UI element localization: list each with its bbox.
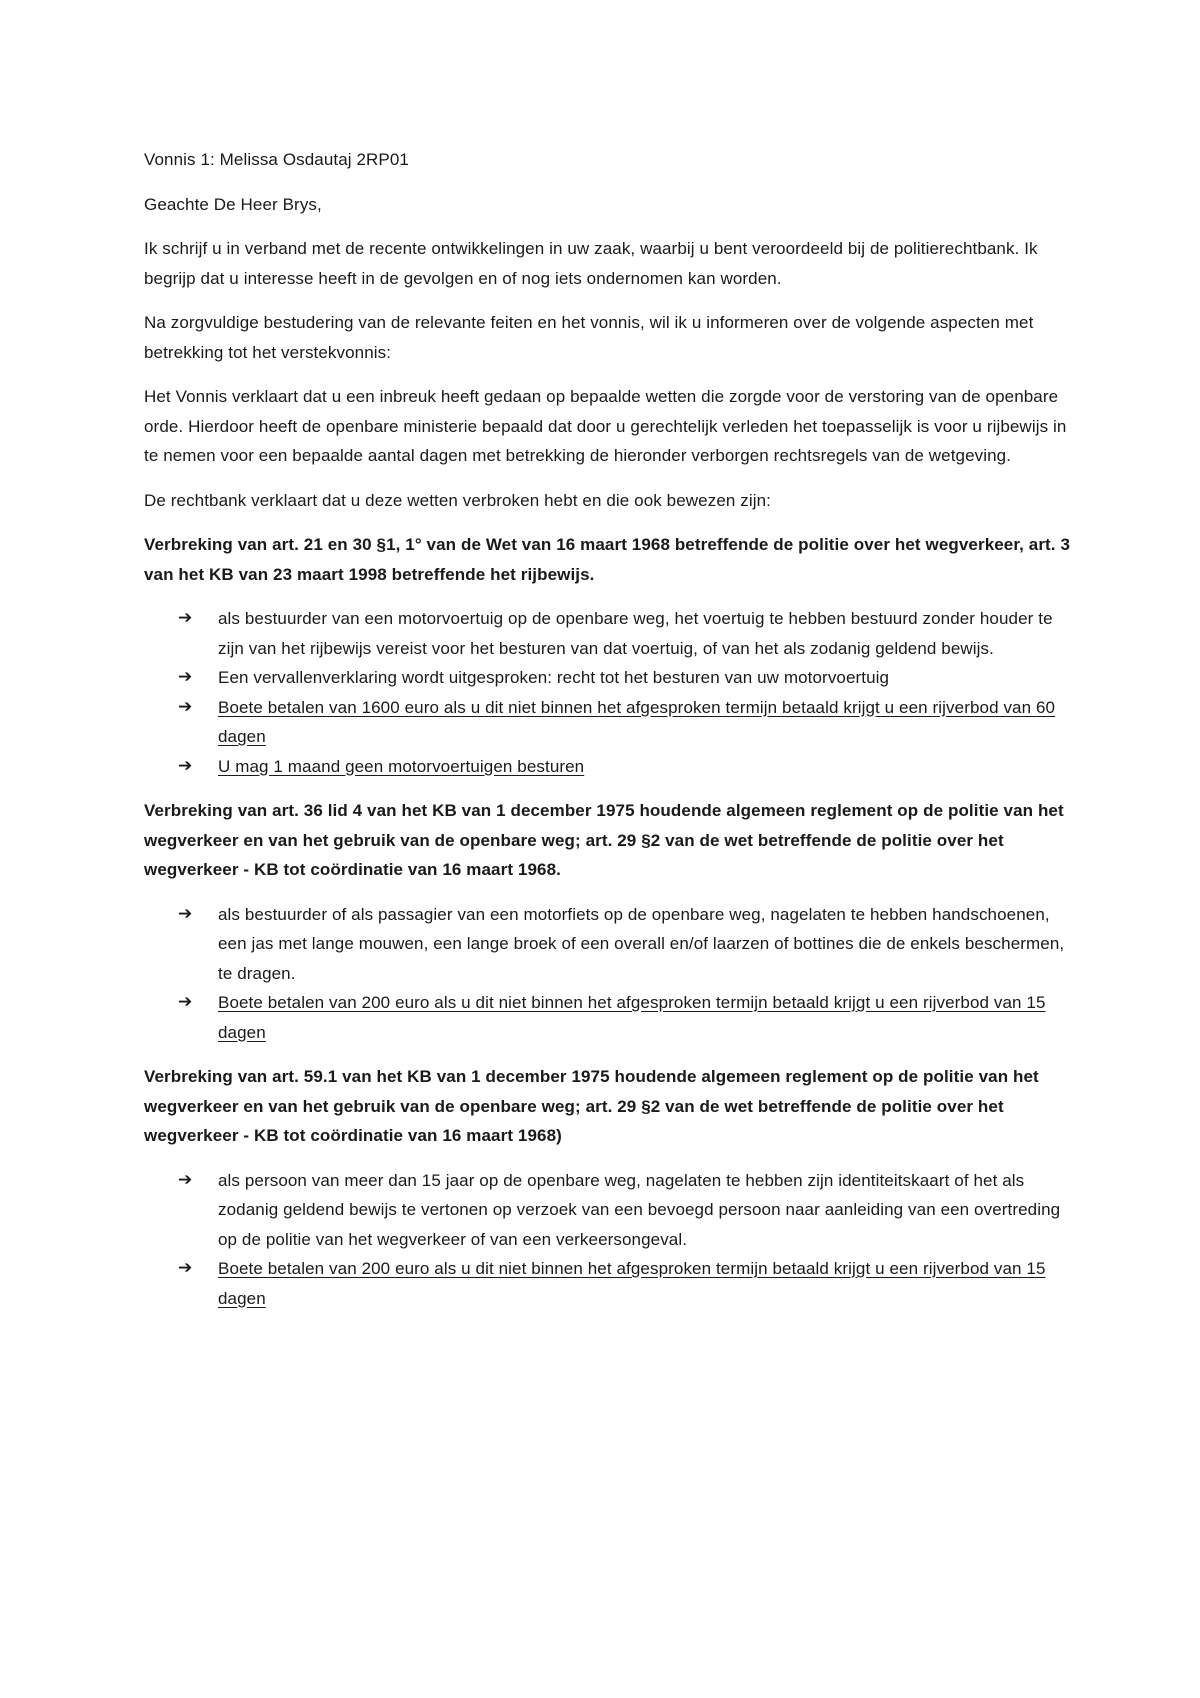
violation-list-item <box>144 663 1074 693</box>
right-arrow-icon: ➔ <box>178 755 193 776</box>
violation-list <box>144 604 1074 781</box>
violation-list <box>144 1166 1074 1314</box>
violation-list-item <box>144 752 1074 782</box>
right-arrow-icon: ➔ <box>178 696 193 717</box>
right-arrow-icon: ➔ <box>178 903 193 924</box>
document-title: Vonnis 1: Melissa Osdautaj 2RP01 <box>144 150 409 169</box>
right-arrow-icon: ➔ <box>178 992 193 1012</box>
paragraph-verdict: Het Vonnis verklaart dat u een inbreuk heeft gedaan op bepaalde wetten die zorgde voor de verstoring van de openbare orde. Hierdoor heeft de openbare ministerie bepaald dat door u gerechtelijk verleden het toepasselijk is voor u rijbewijs in te nemen voor een bepaalde aantal dagen met betrekking de hieronder verborgen rechtsregels van de wetgeving. <box>144 387 1067 465</box>
violation-heading: Verbreking van art. 36 lid 4 van het KB van 1 december 1975 houdende algemeen reglement op de politie van het wegverkeer en van het gebruik van de openbare weg; art. 29 §2 van de wet betreffende de politie over het wegverkeer - KB tot coördinatie van 16 maart 1968. <box>144 801 1064 879</box>
paragraph-study: Na zorgvuldige bestudering van de relevante feiten en het vonnis, wil ik u informeren over de volgende aspecten met betrekking tot het verstekvonnis: <box>144 313 1034 362</box>
right-arrow-icon: ➔ <box>178 667 193 687</box>
violation-list-item <box>144 988 1074 1047</box>
paragraph-court: De rechtbank verklaart dat u deze wetten verbroken hebt en die ook bewezen zijn: <box>144 490 771 510</box>
violation-text: Een vervallenverklaring wordt uitgesproken: recht tot het besturen van uw motorvoertuig <box>218 668 890 687</box>
violations-container <box>144 530 1074 1313</box>
violation-heading: Verbreking van art. 59.1 van het KB van 1 december 1975 houdende algemeen reglement op de politie van het wegverkeer en van het gebruik van de openbare weg; art. 29 §2 van de wet betreffende de politie over het wegverkeer - KB tot coördinatie van 16 maart 1968) <box>144 1067 1039 1145</box>
violation-heading: Verbreking van art. 21 en 30 §1, 1° van de Wet van 16 maart 1968 betreffende de politie over het wegverkeer, art. 3 van het KB van 23 maart 1998 betreffende het rijbewijs. <box>144 535 1071 584</box>
violation-list-item <box>144 693 1074 752</box>
violation-list <box>144 900 1074 1048</box>
violation-text: als persoon van meer dan 15 jaar op de openbare weg, nagelaten te hebben zijn identiteitskaart of het als zodanig geldend bewijs te vertonen op verzoek van een bevoegd persoon naar aanleiding van een overtreding op de politie van het wegverkeer of van een verkeersongeval. <box>218 1170 1061 1249</box>
violation-list-item <box>144 1254 1074 1313</box>
penalty-text: U mag 1 maand geen motorvoertuigen besturen <box>218 756 585 776</box>
penalty-text: Boete betalen van 200 euro als u dit niet binnen het afgesproken termijn betaald krijgt u een rijverbod van 15 dagen <box>218 1259 1046 1308</box>
right-arrow-icon: ➔ <box>178 1169 193 1190</box>
violation-list-item <box>144 604 1074 663</box>
right-arrow-icon: ➔ <box>178 1258 193 1278</box>
right-arrow-icon: ➔ <box>178 608 193 628</box>
violation-text: als bestuurder van een motorvoertuig op de openbare weg, het voertuig te hebben bestuurd zonder houder te zijn van het rijbewijs vereist voor het besturen van dat voertuig, of van het als zodanig geldend bewijs. <box>218 609 1053 658</box>
salutation: Geachte De Heer Brys, <box>144 194 322 214</box>
violation-list-item <box>144 1166 1074 1255</box>
paragraph-intro: Ik schrijf u in verband met de recente ontwikkelingen in uw zaak, waarbij u bent veroordeeld bij de politierechtbank. Ik begrijp dat u interesse heeft in de gevolgen en of nog iets ondernomen kan worden. <box>144 239 1038 288</box>
violation-list-item <box>144 900 1074 989</box>
violation-text: als bestuurder of als passagier van een motorfiets op de openbare weg, nagelaten te hebben handschoenen, een jas met lange mouwen, een lange broek of een overall en/of laarzen of bottines die de enkels beschermen, te dragen. <box>218 904 1065 983</box>
penalty-text: Boete betalen van 200 euro als u dit niet binnen het afgesproken termijn betaald krijgt u een rijverbod van 15 dagen <box>218 993 1046 1042</box>
document-body <box>144 145 1074 1328</box>
penalty-text: Boete betalen van 1600 euro als u dit niet binnen het afgesproken termijn betaald krijgt u een rijverbod van 60 dagen <box>218 697 1056 746</box>
